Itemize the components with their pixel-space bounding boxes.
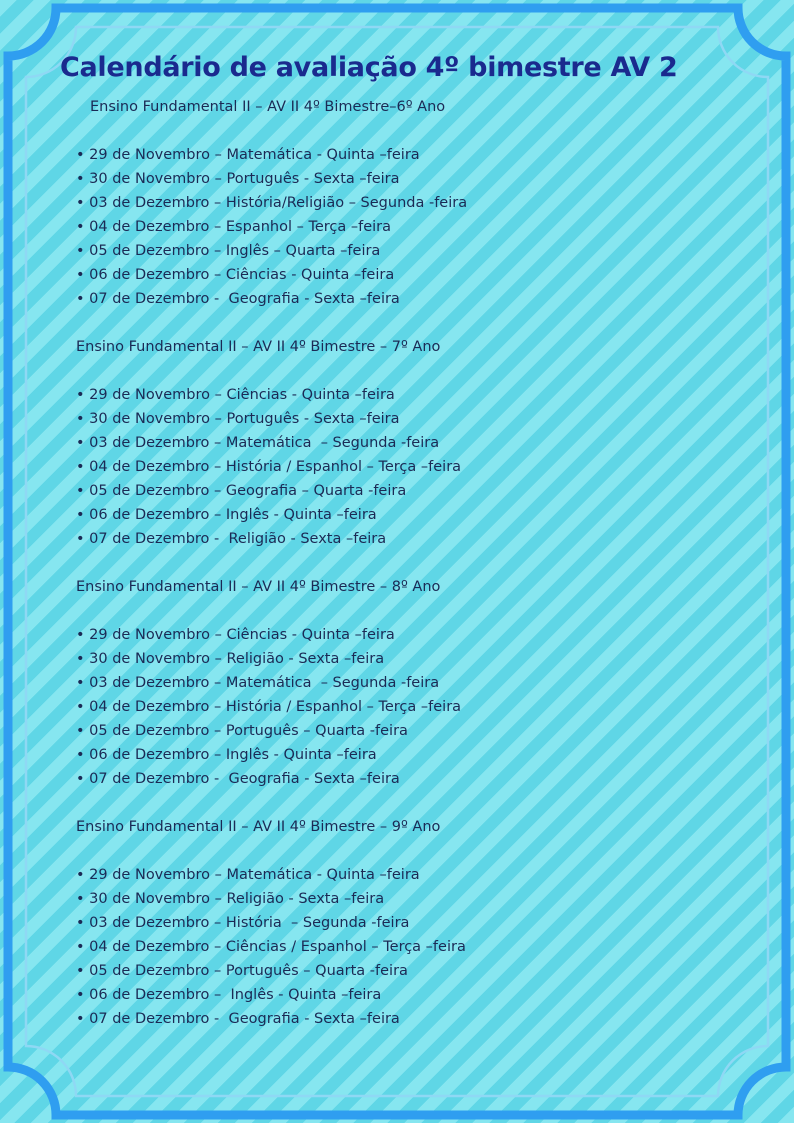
exam-list [76, 623, 766, 791]
section-heading: Ensino Fundamental II – AV II 4º Bimestre – 9º Ano [76, 819, 441, 835]
list-item: • 06 de Dezembro – Ciências - Quinta –feira [76, 263, 766, 287]
section-heading: Ensino Fundamental II – AV II 4º Bimestre – 7º Ano [76, 339, 441, 355]
list-item: • 29 de Novembro – Matemática - Quinta –feira [76, 143, 766, 167]
list-item: • 30 de Novembro – Religião - Sexta –feira [76, 647, 766, 671]
list-item: • 03 de Dezembro – História – Segunda -feira [76, 911, 766, 935]
list-item: • 03 de Dezembro – Matemática – Segunda -feira [76, 671, 766, 695]
list-item: • 04 de Dezembro – História / Espanhol – Terça –feira [76, 455, 766, 479]
section-8-ano [76, 575, 766, 791]
list-item: • 07 de Dezembro - Religião - Sexta –feira [76, 527, 766, 551]
section-6-ano [76, 95, 766, 311]
section-7-ano [76, 335, 766, 551]
list-item: • 04 de Dezembro – Espanhol – Terça –feira [76, 215, 766, 239]
list-item: • 29 de Novembro – Ciências - Quinta –feira [76, 383, 766, 407]
section-heading: Ensino Fundamental II – AV II 4º Bimestre–6º Ano [90, 99, 446, 115]
list-item: • 06 de Dezembro – Inglês - Quinta –feira [76, 983, 766, 1007]
list-item: • 30 de Novembro – Religião - Sexta –feira [76, 887, 766, 911]
list-item: • 30 de Novembro – Português - Sexta –feira [76, 407, 766, 431]
page-title: Calendário de avaliação 4º bimestre AV 2 [60, 52, 678, 83]
list-item: • 07 de Dezembro - Geografia - Sexta –feira [76, 1007, 766, 1031]
list-item: • 29 de Novembro – Matemática - Quinta –feira [76, 863, 766, 887]
list-item: • 30 de Novembro – Português - Sexta –feira [76, 167, 766, 191]
list-item: • 04 de Dezembro – História / Espanhol – Terça –feira [76, 695, 766, 719]
exam-list [76, 383, 766, 551]
list-item: • 29 de Novembro – Ciências - Quinta –feira [76, 623, 766, 647]
section-9-ano [76, 815, 766, 1031]
list-item: • 04 de Dezembro – Ciências / Espanhol – Terça –feira [76, 935, 766, 959]
list-item: • 06 de Dezembro – Inglês - Quinta –feira [76, 743, 766, 767]
list-item: • 07 de Dezembro - Geografia - Sexta –feira [76, 287, 766, 311]
list-item: • 05 de Dezembro – Inglês – Quarta –feira [76, 239, 766, 263]
list-item: • 06 de Dezembro – Inglês - Quinta –feira [76, 503, 766, 527]
section-heading: Ensino Fundamental II – AV II 4º Bimestre – 8º Ano [76, 579, 441, 595]
list-item: • 05 de Dezembro – Português – Quarta -feira [76, 719, 766, 743]
exam-list [76, 863, 766, 1031]
list-item: • 07 de Dezembro - Geografia - Sexta –feira [76, 767, 766, 791]
list-item: • 05 de Dezembro – Geografia – Quarta -feira [76, 479, 766, 503]
list-item: • 05 de Dezembro – Português – Quarta -feira [76, 959, 766, 983]
list-item: • 03 de Dezembro – Matemática – Segunda -feira [76, 431, 766, 455]
list-item: • 03 de Dezembro – História/Religião – Segunda -feira [76, 191, 766, 215]
exam-list [76, 143, 766, 311]
